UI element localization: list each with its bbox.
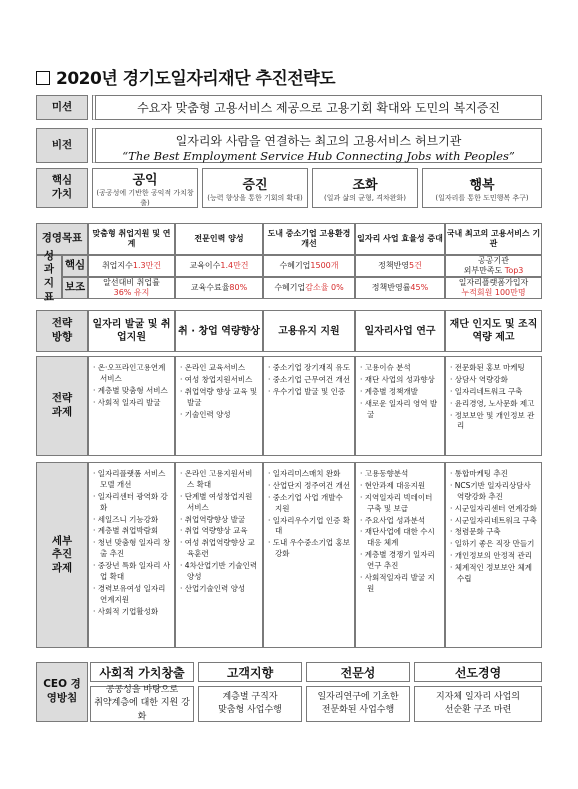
detail-item: · 세일즈니 기능강화 (93, 515, 171, 526)
task-item: · 윤리경영, 노사문화 제고 (450, 399, 538, 410)
detail-list-2 (175, 462, 263, 648)
detail-item: · 통합마케팅 추진 (450, 469, 538, 480)
task-item: · 정보보안 및 개인정보 관리 (450, 411, 538, 433)
detail-item: · 사회적 기업활성화 (93, 607, 171, 618)
detail-item: · 체계적인 정보보안 체계 수립 (450, 563, 538, 585)
task-item: · 새로운 일자리 영역 발굴 (360, 399, 441, 421)
task-list-4 (355, 356, 445, 456)
ceo-body-1: 공공성을 바탕으로 취약계층에 대한 지원 강화 (90, 686, 194, 722)
task-item: · 온라인 교육서비스 (180, 363, 259, 374)
detail-list-3 (263, 462, 355, 648)
detail-item: · 개인정보의 안정적 관리 (450, 551, 538, 562)
detail-item: · 주요사업 성과분석 (360, 516, 441, 527)
task-list-2 (175, 356, 263, 456)
task-item: · 온·오프라인고용연계서비스 (93, 363, 171, 385)
detail-list-1 (88, 462, 175, 648)
task-item: · 여성 창업지원서비스 (180, 375, 259, 386)
core-value-2: 증진 (능력 향상을 통한 기회의 확대) (202, 168, 308, 208)
detail-item: · 현안과제 대응지원 (360, 481, 441, 492)
core-values-label: 핵심 가치 (36, 168, 88, 208)
detail-item: · 단계별 여성창업지원서비스 (180, 492, 259, 514)
detail-item: · 지역일자리 빅데이터 구축 및 보급 (360, 493, 441, 515)
vision-text-en: “The Best Employment Service Hub Connecting Jobs with Peoples” (122, 149, 515, 163)
goal-header-1: 맞춤형 취업지원 및 연계 (88, 223, 175, 255)
task-item: · 계층별 정책개발 (360, 387, 441, 398)
goal-core-2: 교육이수 1.4만건 (175, 255, 263, 277)
goal-core-3: 수혜기업 1500개 (263, 255, 355, 277)
detail-list-4 (355, 462, 445, 648)
task-item: · 상담사 역량강화 (450, 375, 538, 386)
task-list-5 (445, 356, 542, 456)
direction-2: 취 · 창업 역량향상 (175, 310, 263, 352)
direction-4: 일자리사업 연구 (355, 310, 445, 352)
detail-item: · 일하기 좋은 직장 만들기 (450, 539, 538, 550)
mission-text: 수요자 맞춤형 고용서비스 제공으로 고용기회 확대와 도민의 복지증진 (92, 95, 542, 120)
page-title: 2020년 경기도일자리재단 추진전략도 (36, 64, 335, 89)
detail-item: · 여성 취업역량향상 교육훈련 (180, 538, 259, 560)
detail-item: · 산업기술인력 양성 (180, 584, 259, 595)
goal-aux-5: 일자리플랫폼가입자 누적회원 100만명 (445, 277, 542, 299)
task-item: · 재단 사업의 성과향상 (360, 375, 441, 386)
tasks-label: 전략 과제 (36, 356, 88, 456)
task-item: · 계층별 맞춤형 서비스 (93, 386, 171, 397)
ceo-head-2: 고객지향 (198, 662, 302, 682)
mission-label: 미션 (36, 95, 88, 120)
goal-aux-1: 알선대비 취업률 36% 유지 (88, 277, 175, 299)
goal-aux-3: 수혜기업 감소율 0% (263, 277, 355, 299)
detail-item: · 시군일자리센터 연계강화 (450, 504, 538, 515)
ceo-head-4: 선도경영 (414, 662, 542, 682)
direction-1: 일자리 발굴 및 취업지원 (88, 310, 175, 352)
direction-3: 고용유지 지원 (263, 310, 355, 352)
detail-item: · 경력보유여성 일자리 연계지원 (93, 584, 171, 606)
ceo-body-4: 지자체 일자리 사업의 선순환 구조 마련 (414, 686, 542, 722)
core-value-4: 행복 (일자리를 통한 도민행복 추구) (422, 168, 542, 208)
details-label: 세부 추진 과제 (36, 462, 88, 648)
detail-item: · 도내 우수중소기업 홍보 강화 (268, 538, 351, 560)
core-indicator-label: 핵심 (62, 255, 88, 277)
ceo-label: CEO 경영방침 (36, 662, 88, 722)
detail-item: · 온라인 고용지원서비스 확대 (180, 469, 259, 491)
goal-header-2: 전문인력 양성 (175, 223, 263, 255)
core-value-3: 조화 (일과 삶의 균형, 격차완화) (312, 168, 418, 208)
direction-5: 재단 인지도 및 조직역량 제고 (445, 310, 542, 352)
detail-item: · 일자리플랫폼 서비스 모델 개선 (93, 469, 171, 491)
detail-item: · 청렴문화 구축 (450, 527, 538, 538)
task-list-3 (263, 356, 355, 456)
task-item: · 중소기업 장기재직 유도 (268, 363, 351, 374)
detail-item: · 사회적일자리 발굴 지원 (360, 573, 441, 595)
detail-item: · 계층별 경쟁기 일자리 연구 추진 (360, 550, 441, 572)
goal-header-5: 국내 최고의 고용서비스 기관 (445, 223, 542, 255)
detail-item: · 청년 맞춤형 일자리 창출 추진 (93, 538, 171, 560)
detail-list-5 (445, 462, 542, 648)
vision-box (92, 128, 542, 163)
detail-item: · 일자리미스매치 완화 (268, 469, 351, 480)
detail-item: · 재단사업에 대한 수시 대응 체계 (360, 527, 441, 549)
task-item: · 취업역량 향상 교육 및 발굴 (180, 387, 259, 409)
detail-item: · 산업단지 정주여건 개선 (268, 481, 351, 492)
task-item: · 우수기업 발굴 및 인증 (268, 387, 351, 398)
task-item: · 중소기업 근무여건 개선 (268, 375, 351, 386)
goal-core-5: 공공기관 외부만족도 Top3 (445, 255, 542, 277)
vision-label: 비전 (36, 128, 88, 163)
goal-header-4: 일자리 사업 효율성 증대 (355, 223, 445, 255)
detail-item: · 중장년 특화 일자리 사업 확대 (93, 561, 171, 583)
detail-item: · 시군일자리네트워크 구축 (450, 516, 538, 527)
detail-item: · 취업역량향상 발굴 (180, 515, 259, 526)
task-item: · 사회적 일자리 발굴 (93, 398, 171, 409)
core-value-1: 공익 (공공성에 기반한 공익적 가치창출) (92, 168, 198, 208)
task-item: · 일자리네트워크 구축 (450, 387, 538, 398)
directions-label: 전략 방향 (36, 310, 88, 352)
ceo-body-3: 일자리연구에 기초한 전문화된 사업수행 (306, 686, 410, 722)
goal-aux-2: 교육수료율 80% (175, 277, 263, 299)
goal-core-1: 취업지수 1.3만건 (88, 255, 175, 277)
detail-item: · NCS기반 일자리상담사 역량강화 추진 (450, 481, 538, 503)
vision-text-ko: 일자리와 사람을 연결하는 최고의 고용서비스 허브기관 (175, 134, 462, 148)
task-item: · 고용이슈 분석 (360, 363, 441, 374)
task-item: · 기술인력 양성 (180, 410, 259, 421)
goal-header-3: 도내 중소기업 고용환경개선 (263, 223, 355, 255)
aux-indicator-label: 보조 (62, 277, 88, 299)
task-list-1 (88, 356, 175, 456)
goal-core-4: 정책반영 5건 (355, 255, 445, 277)
goal-aux-4: 정책반영률 45% (355, 277, 445, 299)
checkbox-square-icon (36, 71, 50, 85)
goals-label: 경영목표 (36, 223, 88, 255)
detail-item: · 고용동향분석 (360, 469, 441, 480)
detail-item: · 일자리센터 광역화 강화 (93, 492, 171, 514)
task-item: · 전문화된 홍보 마케팅 (450, 363, 538, 374)
ceo-head-3: 전문성 (306, 662, 410, 682)
detail-item: · 취업 역량향상 교육 (180, 526, 259, 537)
detail-item: · 4차산업기반 기술인력 양성 (180, 561, 259, 583)
detail-item: · 계층별 취업박람회 (93, 526, 171, 537)
ceo-head-1: 사회적 가치창출 (90, 662, 194, 682)
detail-item: · 일자리우수기업 인증 확대 (268, 516, 351, 538)
perf-label: 성과 지표 (36, 255, 62, 299)
detail-item: · 중소기업 사업 개발수 지원 (268, 493, 351, 515)
ceo-body-2: 계층별 구직자 맞춤형 사업수행 (198, 686, 302, 722)
